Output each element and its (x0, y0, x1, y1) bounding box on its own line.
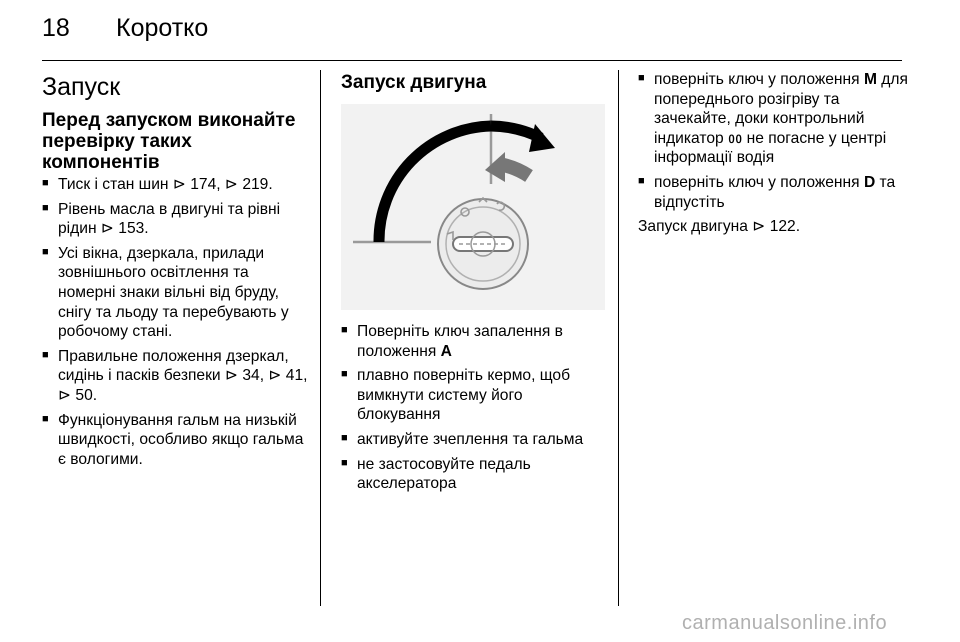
column-divider (320, 70, 321, 606)
header-divider (42, 60, 902, 61)
section-title: Запуск (42, 73, 121, 101)
ignition-figure (341, 104, 605, 310)
list-item: ■ поверніть ключ у положення M для попереднього розігріву та зачекайте, доки контрольний індикатор ᲂᲂ не погасне у центрі інформації водія (638, 70, 910, 168)
column-right (638, 70, 910, 242)
list-item: ■ поверніть ключ у положення D та відпустіть (638, 173, 910, 212)
list-item: ■ не застосовуйте педаль акселератора (341, 455, 605, 494)
cross-reference: Запуск двигуна ⊳ 122. (638, 218, 801, 236)
section-heading: Запуск двигуна (341, 72, 487, 93)
list-item: ■ Усі вікна, дзеркала, прилади зовнішнього освітлення та номерні знаки вільні від бруду, снігу та льоду та перебувають у робочому стані. (42, 244, 310, 342)
column-middle (341, 70, 605, 499)
section-subtitle: Перед запуском виконайте перевірку таких компонентів (42, 110, 296, 173)
list-item: ■ Поверніть ключ запалення в положення A (341, 322, 605, 361)
running-title: Коротко (116, 14, 209, 42)
list-item: ■ Рівень масла в двигуні та рівні рідин ⊳ 153. (42, 200, 310, 239)
list-item: ■ Тиск і стан шин ⊳ 174, ⊳ 219. (42, 175, 310, 195)
column-divider (618, 70, 619, 606)
list-item: ■ активуйте зчеплення та гальма (341, 430, 605, 450)
ignition-key-diagram-icon (341, 104, 605, 310)
column-left (42, 70, 310, 474)
page-number: 18 (42, 14, 70, 42)
list-item: ■ Правильне положення дзеркал, сидінь і пасків безпеки ⊳ 34, ⊳ 41, ⊳ 50. (42, 347, 310, 406)
watermark: carmanualsonline.info (682, 612, 888, 634)
list-item: ■ плавно поверніть кермо, щоб вимкнути систему його блокування (341, 366, 605, 425)
list-item: ■ Функціонування гальм на низькій швидкості, особливо якщо гальма є вологими. (42, 411, 310, 470)
page-header (0, 0, 960, 62)
